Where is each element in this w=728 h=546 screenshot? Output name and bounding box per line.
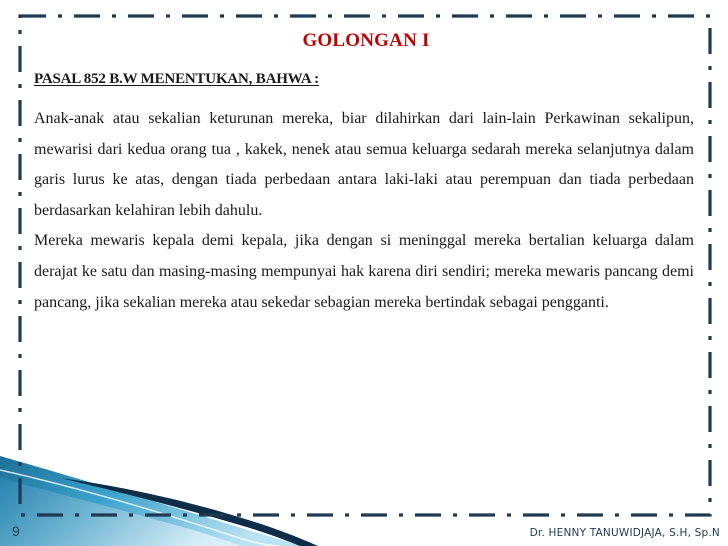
slide-body — [34, 104, 694, 318]
paragraph-2: Mereka mewaris kepala demi kepala, jika dengan si meninggal mereka bertalian keluarga dalam derajat ke satu dan masing-masing mempunyai hak karena diri sendiri; mereka mewaris pancang demi pancang, jika sekalian mereka atau sekedar sebagian mereka bertindak sebagai pengganti. — [34, 232, 694, 311]
footer-author: Dr. HENNY TANUWIDJAJA, S.H, Sp.N — [529, 527, 720, 539]
paragraph-1: Anak-anak atau sekalian keturunan mereka, biar dilahirkan dari lain-lain Perkawinan sekalipun, mewarisi dari kedua orang tua , kakek, nenek atau semua keluarga sedarah mereka selanjutnya dalam garis lurus ke atas, dengan tiada perbedaan antara laki-laki atau perempuan dan tiada perbedaan berdasarkan kelahiran lebih dahulu. — [34, 110, 694, 219]
slide-subtitle: PASAL 852 B.W MENENTUKAN, BAHWA : — [34, 71, 319, 87]
slide-title: GOLONGAN I — [302, 30, 430, 51]
page-number: 9 — [12, 523, 20, 539]
